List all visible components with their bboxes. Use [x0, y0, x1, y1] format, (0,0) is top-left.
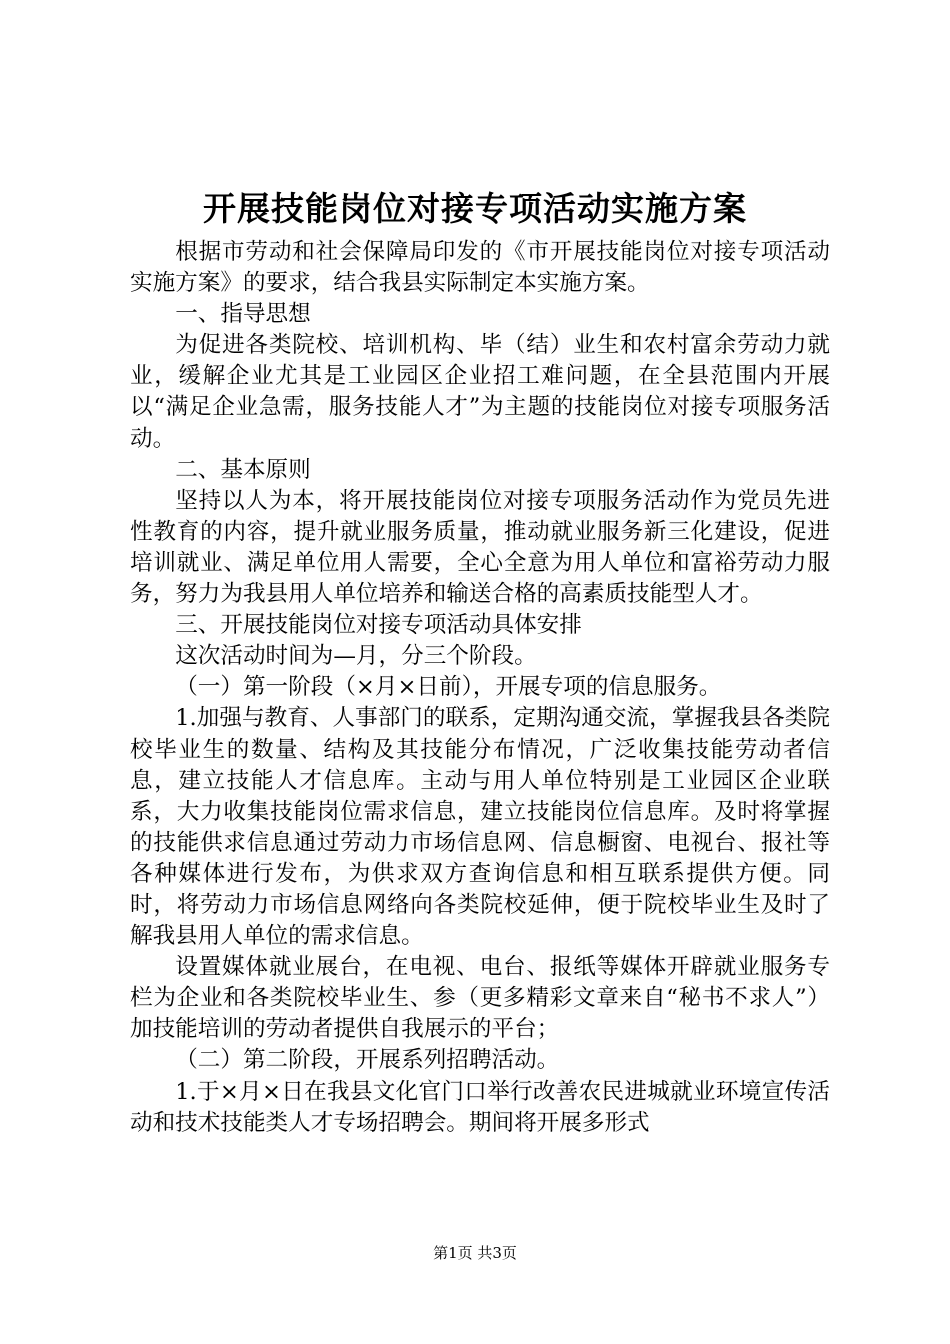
- paragraph-intro: 根据市劳动和社会保障局印发的《市开展技能岗位对接专项活动实施方案》的要求，结合我县实际制定本实施方案。: [130, 239, 830, 297]
- document-body: [130, 237, 830, 1139]
- document-title: 开展技能岗位对接专项活动实施方案: [203, 189, 747, 228]
- page-footer: 第1页 共3页: [433, 1244, 517, 1262]
- subheading-phase-one: （一）第一阶段（×月×日前），开展专项的信息服务。: [175, 674, 722, 701]
- subheading-phase-two: （二）第二阶段，开展系列招聘活动。: [175, 1047, 560, 1074]
- heading-arrangements: 三、开展技能岗位对接专项活动具体安排: [175, 612, 582, 639]
- paragraph-basic-principles: 坚持以人为本，将开展技能岗位对接专项服务活动作为党员先进性教育的内容，提升就业服务质量，推动就业服务新三化建设，促进培训就业、满足单位用人需要，全心全意为用人单位和富裕劳动力服务，努力为我县用人单位培养和输送合格的高素质技能型人才。: [130, 487, 830, 608]
- paragraph-guiding-ideology: 为促进各类院校、培训机构、毕（结）业生和农村富余劳动力就业，缓解企业尤其是工业园区企业招工难问题，在全县范围内开展以“满足企业急需，服务技能人才”为主题的技能岗位对接专项服务活动。: [130, 332, 830, 452]
- paragraph-media-booth: 设置媒体就业展台，在电视、电台、报纸等媒体开辟就业服务专栏为企业和各类院校毕业生、参（更多精彩文章来自“秘书不求人”）加技能培训的劳动者提供自我展示的平台；: [130, 954, 830, 1043]
- heading-basic-principles: 二、基本原则: [175, 456, 311, 483]
- paragraph-phase-one-item-1: 1.加强与教育、人事部门的联系，定期沟通交流，掌握我县各类院校毕业生的数量、结构及其技能分布情况，广泛收集技能劳动者信息，建立技能人才信息库。主动与用人单位特别是工业园区企业联系，大力收集技能岗位需求信息，建立技能岗位信息库。及时将掌握的技能供求信息通过劳动力市场信息网、信息橱窗、电视台、报社等各种媒体进行发布，为供求双方查询信息和相互联系提供方便。同时，将劳动力市场信息网络向各类院校延伸，便于院校毕业生及时了解我县用人单位的需求信息。: [130, 705, 830, 950]
- paragraph-schedule: 这次活动时间为—月，分三个阶段。: [175, 643, 537, 670]
- paragraph-phase-two-item-1: 1.于×月×日在我县文化官门口举行改善农民进城就业环境宣传活动和技术技能类人才专场招聘会。期间将开展多形式: [130, 1078, 830, 1136]
- heading-guiding-ideology: 一、指导思想: [175, 301, 311, 328]
